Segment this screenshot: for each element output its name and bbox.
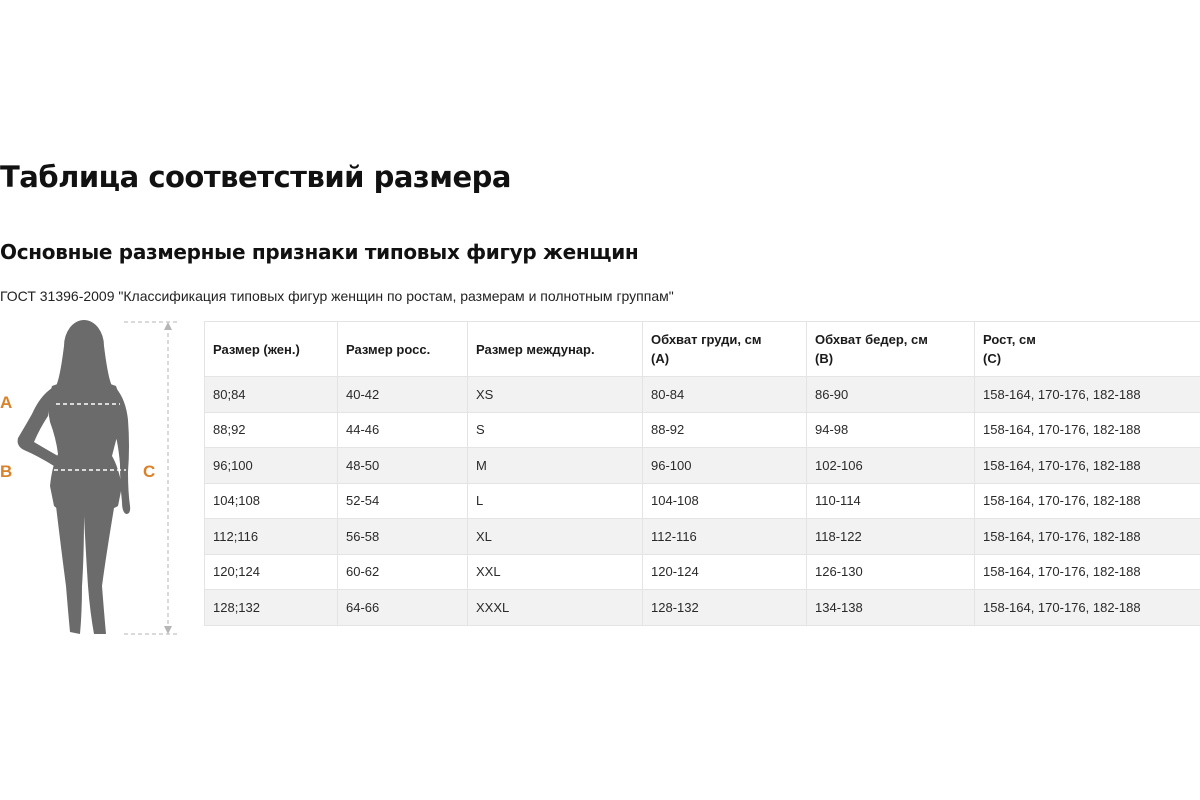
- table-cell: XS: [468, 377, 643, 413]
- size-table: [204, 321, 1200, 626]
- column-header-hips: Обхват бедер, см (B): [807, 322, 975, 377]
- arrow-up-icon: [164, 322, 172, 330]
- table-cell: 120;124: [205, 554, 338, 590]
- table-cell: L: [468, 483, 643, 519]
- table-cell: 44-46: [338, 412, 468, 448]
- table-cell: 64-66: [338, 590, 468, 626]
- page-title: Таблица соответствий размера: [0, 160, 511, 194]
- table-cell: S: [468, 412, 643, 448]
- table-cell: 48-50: [338, 448, 468, 484]
- marker-c: C: [143, 462, 156, 481]
- table-cell: 128;132: [205, 590, 338, 626]
- table-cell: 112;116: [205, 519, 338, 555]
- table-cell: 118-122: [807, 519, 975, 555]
- table-cell: 158-164, 170-176, 182-188: [975, 590, 1200, 626]
- table-cell: 158-164, 170-176, 182-188: [975, 519, 1200, 555]
- table-cell: 158-164, 170-176, 182-188: [975, 483, 1200, 519]
- table-row: [205, 483, 1200, 519]
- table-cell: XXL: [468, 554, 643, 590]
- table-cell: 94-98: [807, 412, 975, 448]
- table-cell: 134-138: [807, 590, 975, 626]
- table-cell: 80;84: [205, 377, 338, 413]
- table-cell: 110-114: [807, 483, 975, 519]
- arrow-down-icon: [164, 626, 172, 634]
- table-cell: 96;100: [205, 448, 338, 484]
- table-cell: XL: [468, 519, 643, 555]
- table-header-row: [205, 322, 1200, 377]
- woman-silhouette-illustration: [0, 316, 200, 642]
- table-cell: 56-58: [338, 519, 468, 555]
- table-row: [205, 412, 1200, 448]
- table-cell: 158-164, 170-176, 182-188: [975, 448, 1200, 484]
- table-cell: 40-42: [338, 377, 468, 413]
- table-cell: 60-62: [338, 554, 468, 590]
- column-header-height: Рост, см (C): [975, 322, 1200, 377]
- column-header-chest: Обхват груди, см (A): [643, 322, 807, 377]
- table-cell: 86-90: [807, 377, 975, 413]
- table-cell: 158-164, 170-176, 182-188: [975, 554, 1200, 590]
- table-cell: 120-124: [643, 554, 807, 590]
- table-cell: 88-92: [643, 412, 807, 448]
- table-cell: 126-130: [807, 554, 975, 590]
- marker-b: B: [0, 462, 13, 481]
- table-row: [205, 377, 1200, 413]
- column-header-size-international: Размер междунар.: [468, 322, 643, 377]
- table-cell: 104-108: [643, 483, 807, 519]
- body-measurement-figure: [0, 316, 200, 642]
- table-cell: 128-132: [643, 590, 807, 626]
- table-cell: M: [468, 448, 643, 484]
- table-cell: 112-116: [643, 519, 807, 555]
- table-row: [205, 554, 1200, 590]
- table-row: [205, 519, 1200, 555]
- table-cell: XXXL: [468, 590, 643, 626]
- table-cell: 158-164, 170-176, 182-188: [975, 377, 1200, 413]
- table-cell: 88;92: [205, 412, 338, 448]
- table-cell: 96-100: [643, 448, 807, 484]
- column-header-size-women: Размер (жен.): [205, 322, 338, 377]
- table-cell: 158-164, 170-176, 182-188: [975, 412, 1200, 448]
- woman-silhouette: [18, 320, 131, 634]
- standard-note: ГОСТ 31396-2009 "Классификация типовых фигур женщин по ростам, размерам и полнотным группам": [0, 288, 674, 304]
- table-row: [205, 448, 1200, 484]
- column-header-size-russia: Размер росс.: [338, 322, 468, 377]
- table-row: [205, 590, 1200, 626]
- marker-a: A: [0, 393, 13, 412]
- table-cell: 80-84: [643, 377, 807, 413]
- table-cell: 104;108: [205, 483, 338, 519]
- table-cell: 102-106: [807, 448, 975, 484]
- table-cell: 52-54: [338, 483, 468, 519]
- section-title: Основные размерные признаки типовых фигур женщин: [0, 240, 639, 264]
